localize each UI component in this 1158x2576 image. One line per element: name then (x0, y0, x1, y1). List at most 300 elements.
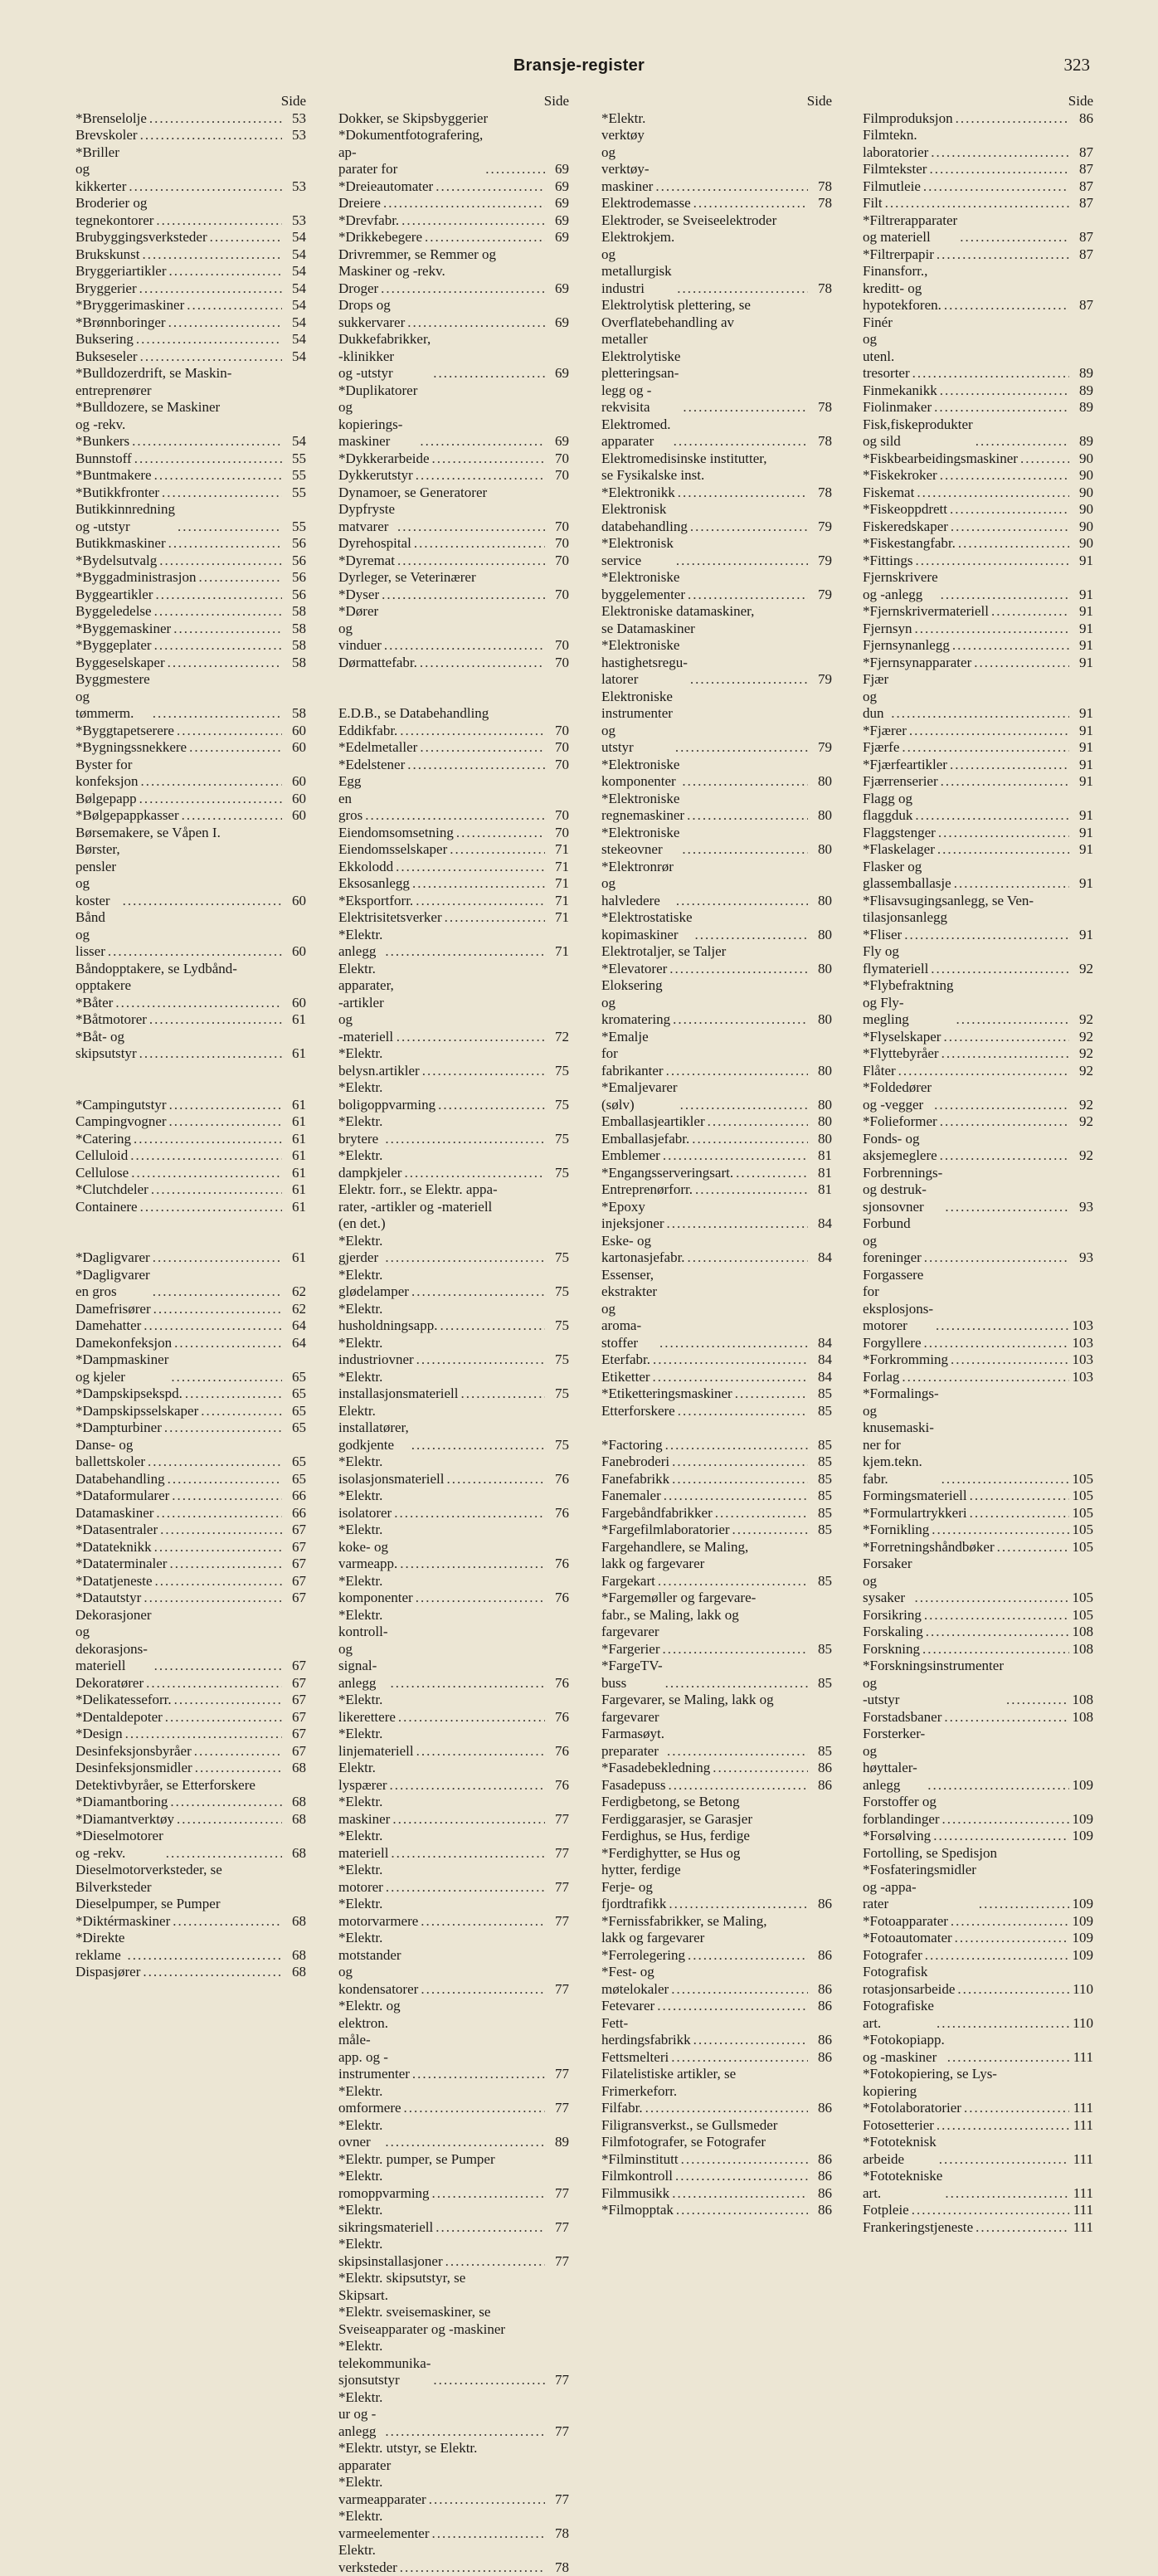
entry-term: *Elektronisk service (601, 535, 674, 569)
index-entry (338, 382, 569, 450)
index-entry (75, 229, 306, 246)
entry-term: *Elektr. brytere (338, 1113, 382, 1147)
entry-term: Ferdiggarasjer, se Garasjer (601, 1811, 752, 1829)
entry-page-number: 75 (547, 1317, 569, 1335)
index-entry (863, 1215, 1093, 1267)
entry-term: Forbrennings- og destruk- sjonsovner (863, 1165, 942, 1216)
entry-term: *Båt- og skipsutstyr (75, 1029, 137, 1063)
entry-term: Dyrehospital (338, 535, 411, 553)
index-entry (338, 909, 569, 927)
index-entry (601, 1079, 832, 1113)
entry-term: Emballasjefabr. (601, 1131, 689, 1148)
index-entry (338, 280, 569, 298)
entry-page-number: 80 (810, 1011, 832, 1029)
entry-term: *Bydelsutvalg (75, 553, 157, 570)
entry-page-number: 108 (1072, 1624, 1093, 1641)
index-entry (863, 467, 1093, 485)
index-entry (863, 1335, 1093, 1352)
entry-page-number: 109 (1072, 1777, 1093, 1794)
dot-leader (162, 485, 282, 502)
index-entry (75, 450, 306, 468)
entry-term: Byster for konfeksjon (75, 757, 139, 791)
entry-page-number: 61 (285, 1147, 306, 1165)
dot-leader (144, 1317, 282, 1335)
dot-leader (153, 1283, 282, 1301)
entry-term: Elektrisitetsverker (338, 909, 442, 927)
dot-leader (934, 399, 1069, 416)
entry-page-number: 70 (547, 807, 569, 825)
index-entry (338, 757, 569, 774)
dot-leader (682, 773, 808, 791)
entry-term: *Flisavsugingsanlegg, se Ven- tilasjonsanlegg (863, 893, 1034, 927)
entry-term: Filt (863, 195, 883, 212)
entry-page-number: 78 (547, 2559, 569, 2576)
entry-page-number: 77 (547, 2491, 569, 2509)
dot-leader (435, 178, 545, 196)
entry-page-number: 103 (1072, 1335, 1093, 1352)
entry-page-number: 90 (1072, 450, 1093, 468)
index-entry (338, 587, 569, 604)
entry-term: *Elektr. verktøy og verktøy- maskiner (601, 110, 653, 196)
index-entry (338, 1573, 569, 1607)
dot-leader (421, 1981, 545, 1999)
entry-page-number: 58 (285, 637, 306, 655)
dot-leader (937, 246, 1069, 264)
entry-term: Emballasjeartikler (601, 1113, 705, 1131)
entry-page-number: 86 (810, 2185, 832, 2203)
page-title: Bransje-register (0, 56, 1158, 75)
dot-leader (384, 637, 545, 655)
dot-leader (400, 723, 545, 740)
index-entry (863, 212, 1093, 246)
index-entry (863, 569, 1093, 603)
entry-term: Elektrolytiske pletteringsan- legg og -rekvisita (601, 348, 680, 416)
index-entry (863, 927, 1093, 944)
entry-term: *Bulldozere, se Maskiner og -rekv. (75, 399, 220, 433)
index-entry (75, 825, 306, 842)
entry-term: *Fjernsynapparater (863, 655, 971, 672)
dot-leader (728, 943, 808, 961)
entry-term: *Elektr. ur og -anlegg (338, 2389, 382, 2441)
dot-leader (947, 2049, 1069, 2067)
entry-page-number: 61 (285, 1199, 306, 1216)
entry-term: *Dykkerarbeide (338, 450, 430, 468)
entry-page-number: 85 (810, 1488, 832, 1505)
entry-term: Cellulose (75, 1165, 129, 1182)
index-entry (863, 382, 1093, 400)
entry-page-number: 84 (810, 1215, 832, 1233)
entry-term: *Dreieautomater (338, 178, 433, 196)
index-entry (75, 501, 306, 535)
entry-term: *Elektr. industriovner (338, 1335, 414, 1369)
dot-leader (189, 739, 282, 757)
dot-leader (127, 1947, 282, 1965)
entry-term: *Elektr. telekommunika- sjonsutstyr (338, 2338, 431, 2389)
entry-page-number: 54 (285, 280, 306, 298)
dot-leader (955, 1930, 1069, 1947)
dot-leader (663, 1147, 808, 1165)
entry-page-number: 91 (1072, 757, 1093, 774)
entry-term: Filmutleie (863, 178, 921, 196)
dot-leader (420, 739, 545, 757)
index-entry (601, 1369, 832, 1386)
entry-term: Børster, pensler og koster (75, 841, 120, 909)
entry-page-number: 70 (547, 655, 569, 672)
entry-term: *Dampturbiner (75, 1419, 162, 1437)
entry-term: *Clutchdeler (75, 1181, 148, 1199)
entry-page-number: 79 (810, 587, 832, 604)
entry-term: *Bryggerimaskiner (75, 297, 184, 314)
index-entry (75, 791, 306, 808)
dot-leader (964, 2100, 1069, 2117)
entry-page-number: 85 (810, 1403, 832, 1420)
entry-term: Elektr. installatører, godkjente (338, 1403, 409, 1454)
dot-leader (902, 1369, 1069, 1386)
index-entry (338, 723, 569, 740)
entry-page-number: 71 (547, 875, 569, 893)
dot-leader (412, 2066, 545, 2083)
dot-leader (690, 671, 808, 689)
dot-leader (676, 893, 808, 910)
index-entry (601, 943, 832, 961)
index-entry (863, 2032, 1093, 2066)
dot-leader (936, 1317, 1069, 1335)
index-entry (601, 1777, 832, 1794)
entry-page-number: 86 (1072, 110, 1093, 128)
entry-page-number: 67 (285, 1709, 306, 1726)
dot-leader (115, 995, 282, 1012)
dot-leader (732, 1522, 808, 1539)
entry-term: *Fotokopiering, se Lys- kopiering (863, 2066, 997, 2100)
index-entry (601, 1590, 832, 1641)
index-entry (75, 637, 306, 655)
index-entry (863, 2100, 1093, 2117)
entry-term: *Elektr. kontroll- og signal- anlegg (338, 1607, 387, 1692)
index-entry (338, 229, 569, 246)
entry-term: Fiskeredskaper (863, 519, 948, 536)
entry-term: *Elektr. isolasjonsmateriell (338, 1454, 444, 1488)
dot-leader (914, 1590, 1069, 1607)
entry-page-number: 76 (547, 1743, 569, 1760)
dot-leader (156, 212, 282, 230)
entry-page-number: 103 (1072, 1351, 1093, 1369)
entry-term: *Elektr. isolatorer (338, 1488, 392, 1522)
index-entry (601, 2151, 832, 2169)
index-entry (863, 263, 1093, 314)
index-entry (75, 1335, 306, 1352)
entry-term: Elektroniske instrumenter og utstyr (601, 689, 673, 757)
entry-page-number: 109 (1072, 1828, 1093, 1845)
entry-term: *Flyttebyråer (863, 1045, 939, 1063)
entry-term: Fonds- og aksjemeglere (863, 1131, 937, 1165)
entry-page-number: 58 (285, 603, 306, 621)
entry-page-number: 60 (285, 995, 306, 1012)
entry-page-number: 105 (1072, 1505, 1093, 1522)
entry-term: *Elektr. likerettere (338, 1692, 396, 1726)
index-entry (601, 1522, 832, 1539)
dot-leader (134, 1131, 282, 1148)
entry-term: Flasker og glassemballasje (863, 859, 951, 893)
index-entry (338, 2440, 569, 2474)
entry-term: Emblemer (601, 1147, 660, 1165)
entry-page-number: 92 (1072, 1147, 1093, 1165)
dot-leader (416, 1590, 545, 1607)
dot-leader (776, 1709, 808, 1726)
index-entry (601, 1351, 832, 1369)
dot-leader (432, 2185, 545, 2203)
entry-term: Eddikfabr. (338, 723, 397, 740)
index-entry (601, 2168, 832, 2185)
entry-term: Fanefabrikk (601, 1471, 669, 1488)
dot-leader (130, 1147, 282, 1165)
index-entry (338, 553, 569, 570)
entry-term: *Elektr. pumper, se Pumper (338, 2151, 495, 2169)
dot-leader (433, 2372, 545, 2389)
entry-page-number: 76 (547, 1556, 569, 1573)
dot-leader (678, 485, 808, 502)
entry-page-number: 110 (1072, 2015, 1093, 2033)
entry-page-number: 81 (810, 1147, 832, 1165)
entry-term: *Elektr. sikringsmateriell (338, 2202, 433, 2236)
index-entry (75, 535, 306, 553)
index-entry (601, 1828, 832, 1845)
index-entry (863, 519, 1093, 536)
entry-term: *Elektr. husholdningsapp. (338, 1301, 437, 1335)
entry-page-number: 61 (285, 1249, 306, 1267)
entry-page-number: 86 (810, 2049, 832, 2067)
entry-term: *Fernissfabrikker, se Maling, lakk og fargevarer (601, 1913, 767, 1947)
dot-leader (904, 927, 1069, 944)
entry-term: *Elektr. skipsinstallasjoner (338, 2236, 443, 2270)
dot-leader (168, 655, 282, 672)
index-entry (601, 2066, 832, 2100)
entry-term: *Elektr. gjerder (338, 1233, 382, 1267)
entry-page-number: 90 (1072, 501, 1093, 519)
index-entry (601, 212, 832, 230)
entry-term: Forsikring (863, 1607, 922, 1624)
dot-leader (653, 1369, 808, 1386)
entry-term: Fargevarer, se Maling, lakk og fargevarer (601, 1692, 774, 1726)
dot-leader (139, 1045, 282, 1063)
dot-leader (945, 1199, 1069, 1216)
entry-term: Bånd og lisser (75, 909, 105, 961)
entry-term: *Fiskbearbeidingsmaskiner (863, 450, 1018, 468)
index-entry (601, 1147, 832, 1165)
dot-leader (390, 1777, 545, 1794)
entry-term: Elektroder, se Sveiseelektroder (601, 212, 776, 230)
dot-leader (155, 1573, 282, 1590)
index-entry (601, 1165, 832, 1182)
entry-page-number: 69 (547, 178, 569, 196)
entry-page-number: 85 (810, 1505, 832, 1522)
dot-leader (755, 1811, 808, 1829)
index-entry (75, 553, 306, 570)
dot-leader (758, 1624, 808, 1641)
dot-leader (943, 1029, 1069, 1046)
entry-page-number: 85 (810, 1454, 832, 1471)
entry-page-number: 67 (285, 1573, 306, 1590)
entry-page-number: 75 (547, 1283, 569, 1301)
entry-term: *Elektr. maskiner (338, 1794, 390, 1828)
index-entry (601, 1403, 832, 1420)
dot-leader (687, 807, 808, 825)
index-entry (601, 1233, 832, 1267)
index-entry (601, 1726, 832, 1760)
index-entry (338, 2151, 569, 2169)
entry-term: *Fotoapparater (863, 1913, 948, 1931)
entry-page-number: 75 (547, 1131, 569, 1148)
entry-page-number: 87 (1072, 178, 1093, 196)
index-entry (75, 110, 306, 128)
entry-page-number: 92 (1072, 1011, 1093, 1029)
entry-term: *Dataterminaler (75, 1556, 167, 1573)
entry-term: Filigransverkst., se Gullsmeder (601, 2117, 777, 2135)
entry-page-number: 80 (810, 807, 832, 825)
entry-term: Farmasøyt. preparater (601, 1726, 664, 1760)
dot-leader (222, 416, 282, 434)
index-entry (338, 2474, 569, 2508)
index-entry (601, 791, 832, 825)
entry-term: *Elektr. ovner (338, 2117, 382, 2151)
index-entry (863, 1845, 1093, 1863)
dot-leader (153, 705, 282, 723)
entry-page-number: 70 (547, 553, 569, 570)
dot-leader (169, 1113, 282, 1131)
index-entry (601, 2049, 832, 2067)
entry-term: Byggeledelse (75, 603, 152, 621)
dot-leader (924, 1249, 1069, 1267)
index-entry (863, 485, 1093, 502)
index-entry (75, 127, 306, 144)
entry-term: Buksering (75, 331, 134, 348)
entry-page-number: 84 (810, 1249, 832, 1267)
entry-term: Fettsmelteri (601, 2049, 669, 2067)
entry-term: *Emaljevarer (sølv) (601, 1079, 678, 1113)
index-entry (338, 961, 569, 1046)
entry-page-number: 70 (547, 467, 569, 485)
entry-term: *Elektr. og elektron. måle- app. og -instrumenter (338, 1998, 410, 2083)
dot-leader (902, 739, 1069, 757)
dot-leader (951, 519, 1069, 536)
index-entry (75, 1930, 306, 1964)
entry-term: Dypfryste matvarer (338, 501, 395, 535)
dot-leader (429, 2491, 545, 2509)
entry-term: Fotografiske art. (863, 1998, 934, 2032)
dot-leader (173, 1913, 282, 1931)
dot-leader (688, 1249, 808, 1267)
dot-leader (385, 943, 545, 961)
side-column-label: Side (863, 93, 1093, 110)
entry-page-number: 80 (810, 893, 832, 910)
index-entry (338, 1147, 569, 1181)
dot-leader (154, 467, 282, 485)
index-entry (75, 1029, 306, 1063)
entry-page-number: 67 (285, 1743, 306, 1760)
entry-page-number: 89 (1072, 399, 1093, 416)
entry-term: Bukseseler (75, 348, 138, 366)
entry-term: Ferdigbetong, se Betong (601, 1794, 740, 1811)
entry-term: *Elektr. boligoppvarming (338, 1079, 435, 1113)
entry-term: *Dagligvarer en gros (75, 1267, 150, 1301)
entry-page-number: 75 (547, 1097, 569, 1114)
entry-page-number: 67 (285, 1539, 306, 1556)
entry-page-number: 91 (1072, 875, 1093, 893)
dot-leader (1020, 450, 1069, 468)
index-entry (75, 603, 306, 621)
dot-leader (400, 2559, 545, 2576)
dot-leader (456, 825, 545, 842)
dot-leader (664, 1488, 808, 1505)
index-entry (601, 961, 832, 978)
entry-page-number: 77 (547, 2219, 569, 2237)
index-entry (863, 1385, 1093, 1488)
dot-leader (222, 1896, 282, 1913)
entry-page-number: 55 (285, 519, 306, 536)
entry-page-number: 86 (810, 2168, 832, 2185)
index-entry (338, 893, 569, 910)
index-entry (338, 1335, 569, 1369)
entry-term: *Ferdighytter, se Hus og hytter, ferdige (601, 1845, 740, 1879)
entry-term: Eterfabr. (601, 1351, 650, 1369)
entry-page-number: 54 (285, 433, 306, 450)
entry-page-number: 79 (810, 519, 832, 536)
index-entry (338, 773, 569, 825)
dot-leader (166, 1845, 282, 1863)
dot-leader (500, 1215, 545, 1233)
entry-page-number: 76 (547, 1590, 569, 1607)
index-entry (601, 450, 832, 485)
entry-page-number: 77 (547, 2185, 569, 2203)
entry-page-number: 91 (1072, 553, 1093, 570)
index-entry (338, 1862, 569, 1896)
entry-page-number: 87 (1072, 246, 1093, 264)
dot-leader (386, 1879, 545, 1897)
entry-term: Forgassere for eksplosjons- motorer (863, 1267, 933, 1335)
dot-leader (404, 1165, 545, 1182)
dot-leader (940, 1113, 1069, 1131)
index-entry (863, 1862, 1093, 1913)
entry-term: Formingsmateriell (863, 1488, 967, 1505)
dot-leader (446, 1471, 545, 1488)
entry-page-number: 89 (1072, 365, 1093, 382)
entry-term: Eiendomsomsetning (338, 825, 454, 842)
index-entry (863, 127, 1093, 161)
dot-leader (940, 382, 1069, 400)
index-entry (863, 1709, 1093, 1726)
dot-leader (431, 2525, 545, 2543)
entry-term: *Forretningshåndbøker (863, 1539, 995, 1556)
dot-leader (1036, 909, 1069, 927)
dot-leader (645, 2100, 808, 2117)
dot-leader (396, 859, 545, 876)
dot-leader (240, 977, 282, 995)
entry-page-number: 60 (285, 893, 306, 910)
entry-page-number: 86 (810, 1896, 832, 1913)
dot-leader (394, 1505, 545, 1522)
entry-term: Drops og sukkervarer (338, 297, 405, 331)
dot-leader (174, 1335, 282, 1352)
entry-page-number: 105 (1072, 1471, 1093, 1488)
entry-page-number: 61 (285, 1045, 306, 1063)
dot-leader (392, 1811, 545, 1829)
entry-term: *Fiskekroker (863, 467, 937, 485)
index-entry (338, 246, 569, 280)
entry-term: Celluloid (75, 1147, 128, 1165)
entry-page-number: 80 (810, 773, 832, 791)
dot-leader (940, 1147, 1069, 1165)
entry-page-number: 105 (1072, 1539, 1093, 1556)
dot-leader (742, 1862, 808, 1879)
